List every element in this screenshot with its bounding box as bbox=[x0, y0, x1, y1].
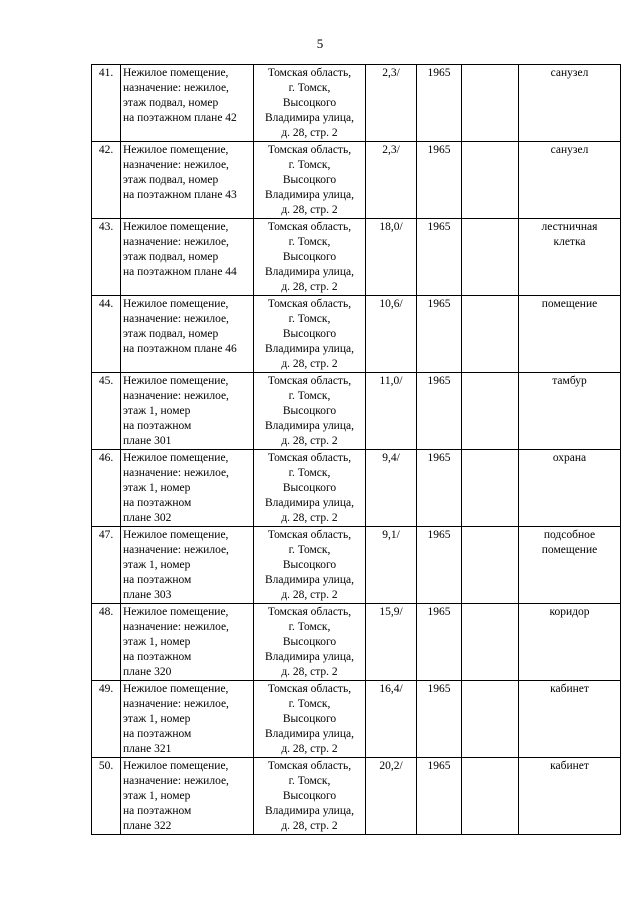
address-cell-line: г. Томск, bbox=[288, 159, 331, 171]
object-name-cell-line: плане 321 bbox=[123, 743, 172, 755]
address-cell-line: Высоцкого bbox=[282, 636, 337, 648]
object-name-cell-line: этаж 1, номер bbox=[123, 559, 191, 571]
object-name-cell-line: на поэтажном плане 42 bbox=[123, 112, 237, 124]
address-cell-line: Высоцкого bbox=[282, 790, 337, 802]
table-body bbox=[92, 65, 621, 835]
object-name-cell-line: Нежилое помещение, bbox=[123, 452, 229, 464]
purpose-cell bbox=[519, 373, 621, 450]
address-cell-line: Владимира улица, bbox=[265, 728, 354, 740]
address-cell-line: г. Томск, bbox=[288, 236, 331, 248]
address-cell-line: Владимира улица, bbox=[265, 574, 354, 586]
area-cell: 10,6/ bbox=[366, 296, 417, 373]
address-cell bbox=[254, 142, 366, 219]
object-name-cell-line: на поэтажном bbox=[123, 805, 192, 817]
address-cell-line: д. 28, стр. 2 bbox=[281, 820, 338, 832]
object-name-cell-line: Нежилое помещение, bbox=[123, 529, 229, 541]
purpose-cell-line: тамбур bbox=[552, 375, 587, 387]
purpose-cell-line: санузел bbox=[550, 67, 589, 79]
address-cell-line: Владимира улица, bbox=[265, 420, 354, 432]
object-name-cell-line: назначение: нежилое, bbox=[123, 236, 229, 248]
row-number-cell: 45. bbox=[92, 373, 121, 450]
address-cell-line: г. Томск, bbox=[288, 313, 331, 325]
purpose-cell-line: кабинет bbox=[550, 683, 589, 695]
table-row bbox=[92, 65, 621, 142]
table-row bbox=[92, 219, 621, 296]
address-cell-line: Томская область, bbox=[267, 452, 352, 464]
object-name-cell-line: назначение: нежилое, bbox=[123, 313, 229, 325]
address-cell-line: Высоцкого bbox=[282, 97, 337, 109]
area-cell: 15,9/ bbox=[366, 604, 417, 681]
address-cell-line: Владимира улица, bbox=[265, 266, 354, 278]
year-cell: 1965 bbox=[417, 219, 462, 296]
object-name-cell bbox=[121, 142, 254, 219]
row-number-cell: 50. bbox=[92, 758, 121, 835]
address-cell bbox=[254, 681, 366, 758]
area-cell: 18,0/ bbox=[366, 219, 417, 296]
address-cell bbox=[254, 219, 366, 296]
address-cell-line: г. Томск, bbox=[288, 82, 331, 94]
address-cell-line: Владимира улица, bbox=[265, 189, 354, 201]
object-name-cell-line: назначение: нежилое, bbox=[123, 698, 229, 710]
object-name-cell-line: Нежилое помещение, bbox=[123, 683, 229, 695]
area-cell: 2,3/ bbox=[366, 142, 417, 219]
object-name-cell-line: Нежилое помещение, bbox=[123, 760, 229, 772]
year-cell: 1965 bbox=[417, 65, 462, 142]
object-name-cell bbox=[121, 450, 254, 527]
address-cell-line: Томская область, bbox=[267, 529, 352, 541]
object-name-cell-line: Нежилое помещение, bbox=[123, 221, 229, 233]
empty-cell bbox=[462, 758, 519, 835]
purpose-cell bbox=[519, 219, 621, 296]
year-cell: 1965 bbox=[417, 604, 462, 681]
purpose-cell-line: охрана bbox=[552, 452, 587, 464]
address-cell-line: Высоцкого bbox=[282, 174, 337, 186]
address-cell-line: г. Томск, bbox=[288, 467, 331, 479]
purpose-cell bbox=[519, 142, 621, 219]
purpose-cell-line: подсобное bbox=[543, 529, 596, 541]
address-cell-line: г. Томск, bbox=[288, 544, 331, 556]
address-cell-line: Томская область, bbox=[267, 760, 352, 772]
row-number-cell: 42. bbox=[92, 142, 121, 219]
purpose-cell bbox=[519, 450, 621, 527]
area-cell: 16,4/ bbox=[366, 681, 417, 758]
year-cell: 1965 bbox=[417, 758, 462, 835]
address-cell-line: Томская область, bbox=[267, 683, 352, 695]
address-cell bbox=[254, 65, 366, 142]
year-cell: 1965 bbox=[417, 450, 462, 527]
address-cell-line: д. 28, стр. 2 bbox=[281, 204, 338, 216]
object-name-cell-line: на поэтажном bbox=[123, 420, 192, 432]
object-name-cell-line: на поэтажном bbox=[123, 728, 192, 740]
object-name-cell bbox=[121, 65, 254, 142]
address-cell-line: Томская область, bbox=[267, 375, 352, 387]
address-cell-line: Томская область, bbox=[267, 606, 352, 618]
object-name-cell-line: назначение: нежилое, bbox=[123, 775, 229, 787]
row-number-cell: 43. bbox=[92, 219, 121, 296]
address-cell-line: Высоцкого bbox=[282, 328, 337, 340]
object-name-cell bbox=[121, 604, 254, 681]
object-name-cell-line: на поэтажном плане 43 bbox=[123, 189, 237, 201]
object-name-cell bbox=[121, 219, 254, 296]
year-cell: 1965 bbox=[417, 296, 462, 373]
object-name-cell-line: этаж подвал, номер bbox=[123, 174, 219, 186]
object-name-cell bbox=[121, 758, 254, 835]
object-name-cell-line: этаж подвал, номер bbox=[123, 251, 219, 263]
year-cell: 1965 bbox=[417, 142, 462, 219]
object-name-cell-line: на поэтажном bbox=[123, 574, 192, 586]
object-name-cell-line: этаж подвал, номер bbox=[123, 328, 219, 340]
year-cell: 1965 bbox=[417, 527, 462, 604]
address-cell bbox=[254, 450, 366, 527]
address-cell bbox=[254, 296, 366, 373]
purpose-cell bbox=[519, 527, 621, 604]
purpose-cell-line: помещение bbox=[541, 298, 598, 310]
object-name-cell-line: этаж 1, номер bbox=[123, 405, 191, 417]
purpose-cell-line: клетка bbox=[553, 236, 586, 248]
object-name-cell-line: назначение: нежилое, bbox=[123, 159, 229, 171]
table-row bbox=[92, 296, 621, 373]
row-number-cell: 46. bbox=[92, 450, 121, 527]
table-row bbox=[92, 373, 621, 450]
year-cell: 1965 bbox=[417, 373, 462, 450]
address-cell bbox=[254, 527, 366, 604]
object-name-cell-line: назначение: нежилое, bbox=[123, 82, 229, 94]
address-cell-line: Высоцкого bbox=[282, 713, 337, 725]
table-row bbox=[92, 527, 621, 604]
table-row bbox=[92, 604, 621, 681]
address-cell-line: д. 28, стр. 2 bbox=[281, 435, 338, 447]
object-name-cell-line: на поэтажном плане 46 bbox=[123, 343, 237, 355]
object-name-cell-line: плане 302 bbox=[123, 512, 172, 524]
address-cell-line: д. 28, стр. 2 bbox=[281, 743, 338, 755]
purpose-cell-line: помещение bbox=[541, 544, 598, 556]
table-row bbox=[92, 758, 621, 835]
purpose-cell bbox=[519, 65, 621, 142]
object-name-cell bbox=[121, 373, 254, 450]
object-name-cell-line: на поэтажном bbox=[123, 651, 192, 663]
object-name-cell bbox=[121, 527, 254, 604]
object-name-cell-line: назначение: нежилое, bbox=[123, 467, 229, 479]
row-number-cell: 48. bbox=[92, 604, 121, 681]
object-name-cell-line: плане 322 bbox=[123, 820, 172, 832]
table-row bbox=[92, 450, 621, 527]
address-cell-line: д. 28, стр. 2 bbox=[281, 512, 338, 524]
object-name-cell-line: этаж подвал, номер bbox=[123, 97, 219, 109]
purpose-cell-line: лестничная bbox=[541, 221, 598, 233]
empty-cell bbox=[462, 450, 519, 527]
address-cell-line: Высоцкого bbox=[282, 251, 337, 263]
object-name-cell-line: назначение: нежилое, bbox=[123, 544, 229, 556]
year-cell: 1965 bbox=[417, 681, 462, 758]
object-name-cell-line: плане 301 bbox=[123, 435, 172, 447]
empty-cell bbox=[462, 296, 519, 373]
table-row bbox=[92, 681, 621, 758]
table-row bbox=[92, 142, 621, 219]
address-cell-line: г. Томск, bbox=[288, 775, 331, 787]
area-cell: 20,2/ bbox=[366, 758, 417, 835]
address-cell-line: г. Томск, bbox=[288, 390, 331, 402]
object-name-cell-line: Нежилое помещение, bbox=[123, 144, 229, 156]
address-cell-line: д. 28, стр. 2 bbox=[281, 127, 338, 139]
address-cell-line: д. 28, стр. 2 bbox=[281, 666, 338, 678]
address-cell-line: г. Томск, bbox=[288, 698, 331, 710]
object-name-cell-line: Нежилое помещение, bbox=[123, 375, 229, 387]
address-cell-line: Томская область, bbox=[267, 221, 352, 233]
object-name-cell-line: назначение: нежилое, bbox=[123, 390, 229, 402]
address-cell-line: Владимира улица, bbox=[265, 805, 354, 817]
object-name-cell-line: Нежилое помещение, bbox=[123, 67, 229, 79]
empty-cell bbox=[462, 142, 519, 219]
address-cell-line: г. Томск, bbox=[288, 621, 331, 633]
object-name-cell bbox=[121, 296, 254, 373]
object-name-cell-line: этаж 1, номер bbox=[123, 713, 191, 725]
object-name-cell-line: плане 303 bbox=[123, 589, 172, 601]
area-cell: 9,4/ bbox=[366, 450, 417, 527]
empty-cell bbox=[462, 681, 519, 758]
row-number-cell: 41. bbox=[92, 65, 121, 142]
property-register-table bbox=[91, 64, 621, 835]
address-cell-line: Владимира улица, bbox=[265, 343, 354, 355]
address-cell-line: Высоцкого bbox=[282, 559, 337, 571]
address-cell-line: Высоцкого bbox=[282, 405, 337, 417]
object-name-cell-line: на поэтажном bbox=[123, 497, 192, 509]
empty-cell bbox=[462, 604, 519, 681]
address-cell-line: д. 28, стр. 2 bbox=[281, 589, 338, 601]
purpose-cell bbox=[519, 681, 621, 758]
address-cell-line: Томская область, bbox=[267, 144, 352, 156]
address-cell-line: Высоцкого bbox=[282, 482, 337, 494]
page-number: 5 bbox=[316, 36, 324, 51]
empty-cell bbox=[462, 219, 519, 296]
purpose-cell-line: коридор bbox=[549, 606, 590, 618]
area-cell: 9,1/ bbox=[366, 527, 417, 604]
empty-cell bbox=[462, 65, 519, 142]
address-cell-line: д. 28, стр. 2 bbox=[281, 358, 338, 370]
area-cell: 11,0/ bbox=[366, 373, 417, 450]
address-cell-line: Владимира улица, bbox=[265, 112, 354, 124]
address-cell-line: Томская область, bbox=[267, 298, 352, 310]
address-cell-line: Владимира улица, bbox=[265, 651, 354, 663]
object-name-cell-line: этаж 1, номер bbox=[123, 790, 191, 802]
address-cell-line: Томская область, bbox=[267, 67, 352, 79]
empty-cell bbox=[462, 527, 519, 604]
area-cell: 2,3/ bbox=[366, 65, 417, 142]
object-name-cell-line: этаж 1, номер bbox=[123, 636, 191, 648]
address-cell bbox=[254, 604, 366, 681]
object-name-cell-line: назначение: нежилое, bbox=[123, 621, 229, 633]
empty-cell bbox=[462, 373, 519, 450]
row-number-cell: 49. bbox=[92, 681, 121, 758]
address-cell-line: д. 28, стр. 2 bbox=[281, 281, 338, 293]
row-number-cell: 47. bbox=[92, 527, 121, 604]
purpose-cell bbox=[519, 604, 621, 681]
object-name-cell-line: плане 320 bbox=[123, 666, 172, 678]
object-name-cell bbox=[121, 681, 254, 758]
object-name-cell-line: Нежилое помещение, bbox=[123, 606, 229, 618]
address-cell bbox=[254, 373, 366, 450]
address-cell-line: Владимира улица, bbox=[265, 497, 354, 509]
purpose-cell bbox=[519, 758, 621, 835]
purpose-cell bbox=[519, 296, 621, 373]
object-name-cell-line: этаж 1, номер bbox=[123, 482, 191, 494]
purpose-cell-line: санузел bbox=[550, 144, 589, 156]
row-number-cell: 44. bbox=[92, 296, 121, 373]
object-name-cell-line: на поэтажном плане 44 bbox=[123, 266, 237, 278]
object-name-cell-line: Нежилое помещение, bbox=[123, 298, 229, 310]
address-cell bbox=[254, 758, 366, 835]
purpose-cell-line: кабинет bbox=[550, 760, 589, 772]
